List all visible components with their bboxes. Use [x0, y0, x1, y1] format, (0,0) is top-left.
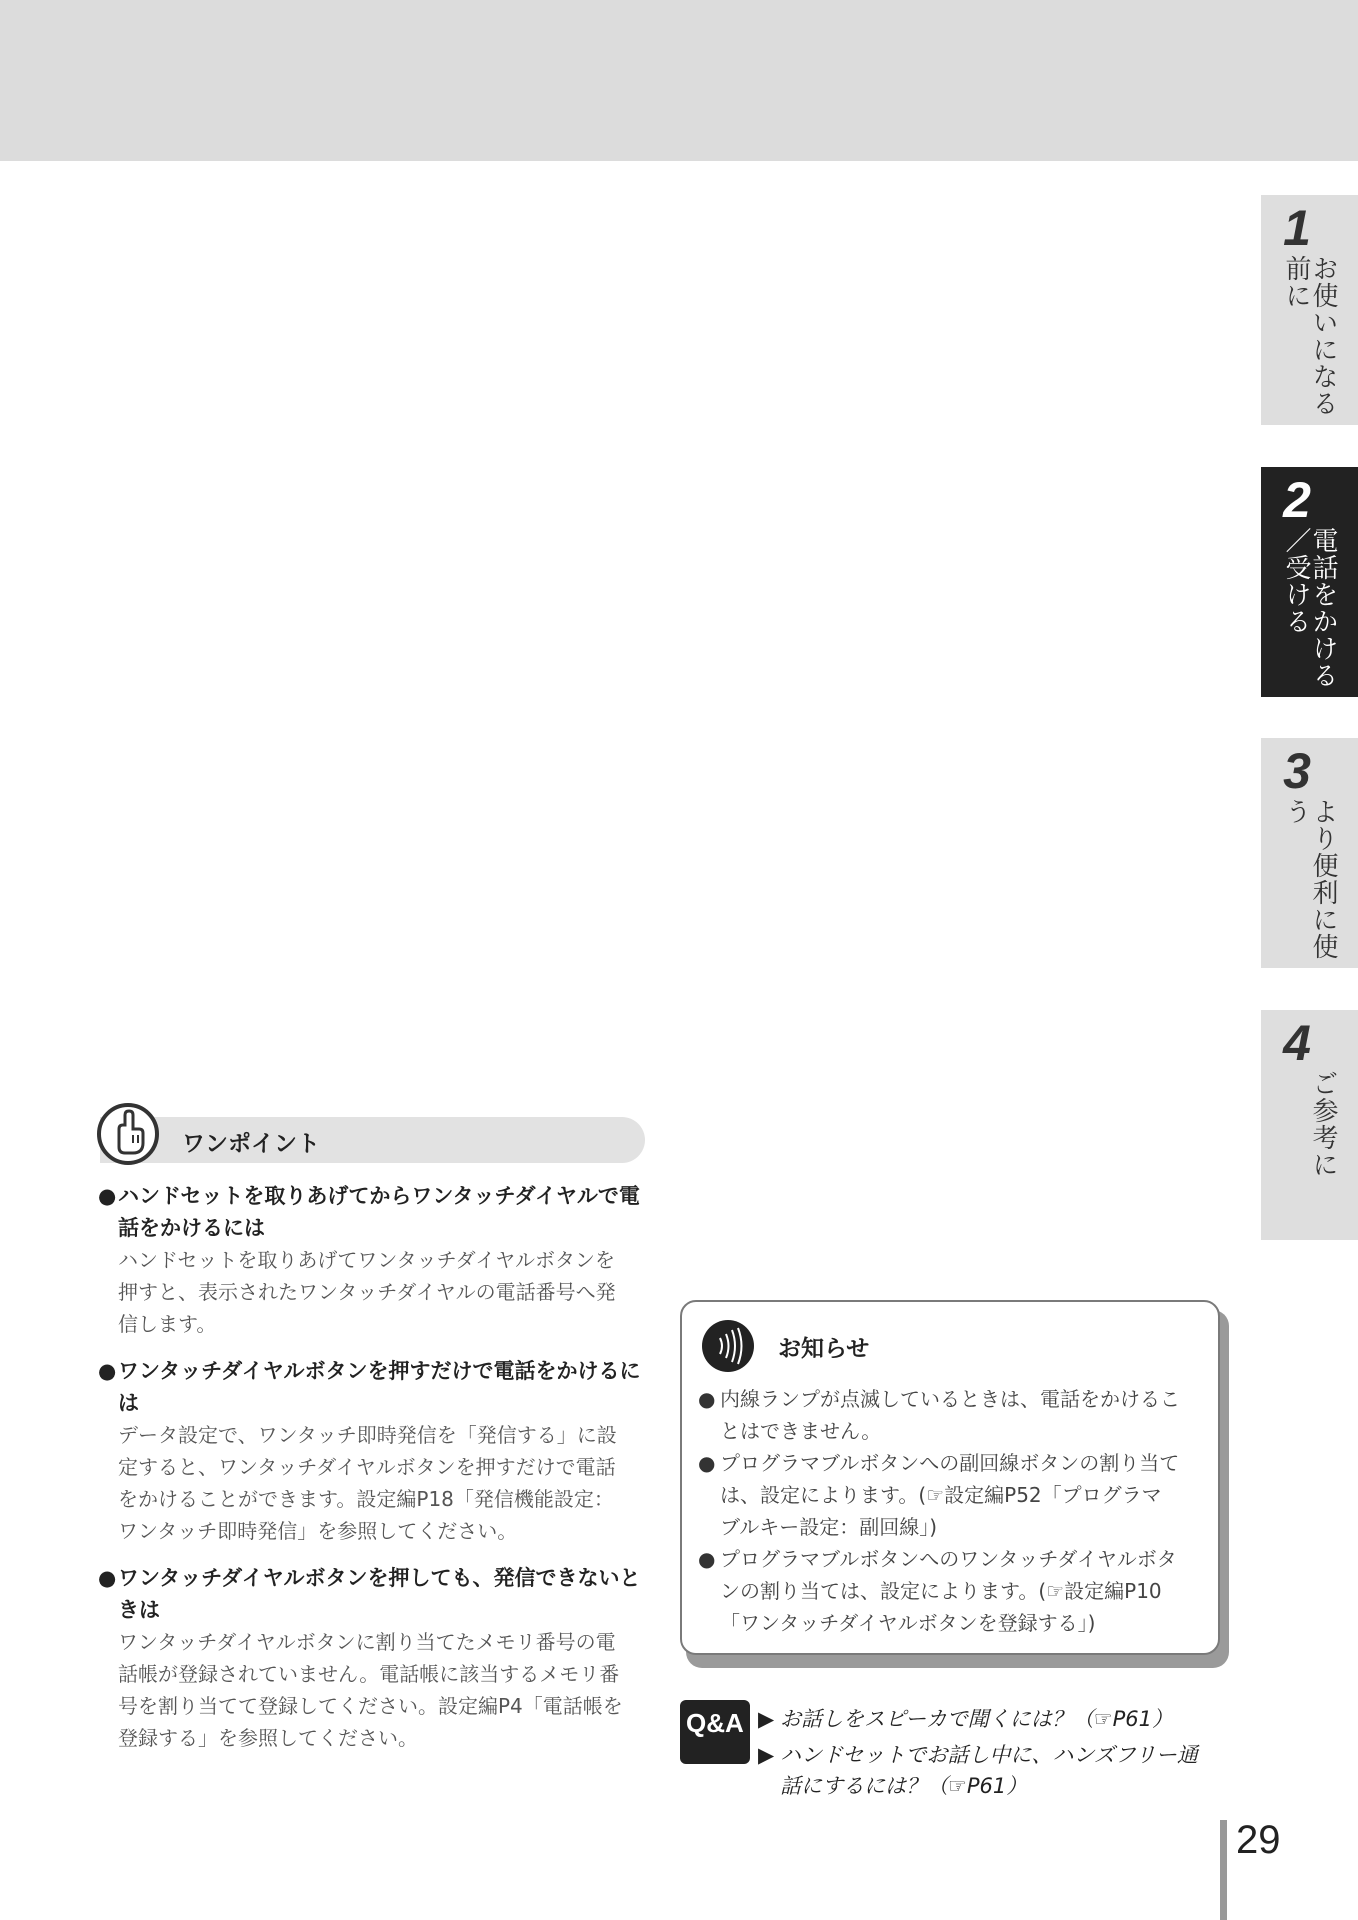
chapter-label: より便利に使う: [1281, 798, 1338, 960]
notice-item: ● プログラマブルボタンへの副回線ボタンの割り当て は、設定によります。(☞設定編P52「プログラマ ブルキー設定：副回線」): [698, 1451, 1180, 1539]
notice-title: お知らせ: [778, 1336, 870, 1362]
notice-item: ● 内線ランプが点滅しているときは、電話をかけるこ とはできません。: [698, 1387, 1180, 1443]
chapter-tab-4[interactable]: [1261, 1010, 1358, 1240]
qa-link-handsfree[interactable]: ▶ ハンドセットでお話し中に、ハンズフリー通 話にするには？（☞P61）: [758, 1743, 1198, 1798]
one-point-item-body: ハンドセットを取りあげてワンタッチダイヤルボタンを 押すと、表示されたワンタッチダイヤルの電話番号へ発 信します。: [118, 1248, 616, 1336]
header-band: [0, 0, 1358, 161]
notice-sound-icon: [702, 1320, 754, 1372]
chapter-number: 3: [1283, 743, 1311, 799]
chapter-tab-1[interactable]: [1261, 195, 1358, 425]
qa-badge: [680, 1700, 750, 1764]
qa-link-speaker[interactable]: ▶ お話しをスピーカで聞くには？（☞P61）: [758, 1707, 1173, 1731]
svg-text:Q&A: Q&A: [686, 1708, 744, 1738]
one-point-item-body: ワンタッチダイヤルボタンに割り当てたメモリ番号の電 話帳が登録されていません。電話帳に該当するメモリ番 号を割り当てて登録してください。設定編P4「電話帳を 登録する」を参照してください。: [118, 1630, 623, 1750]
page-number: 29: [1236, 1818, 1281, 1862]
page-number-bar: [1220, 1820, 1227, 1920]
one-point-item-body: データ設定で、ワンタッチ即時発信を「発信する」に設 定すると、ワンタッチダイヤルボタンを押すだけで電話 をかけることができます。設定編P18「発信機能設定： ワンタッチ即時発信」を参照してください。: [118, 1423, 617, 1543]
pointing-hand-icon: [97, 1103, 159, 1165]
one-point-item-heading: ● ハンドセットを取りあげてからワンタッチダイヤルで電 話をかけるには: [98, 1184, 640, 1240]
chapter-tab-3[interactable]: [1261, 738, 1358, 968]
chapter-tab-2[interactable]: [1261, 467, 1358, 697]
chapter-number: 4: [1283, 1015, 1311, 1071]
chapter-label: ご参考に: [1308, 1070, 1338, 1178]
one-point-title: ワンポイント: [182, 1131, 320, 1157]
one-point-item-heading: ● ワンタッチダイヤルボタンを押すだけで電話をかけるに は: [98, 1359, 641, 1415]
one-point-item-heading: ● ワンタッチダイヤルボタンを押しても、発信できないと きは: [98, 1566, 641, 1622]
chapter-number: 1: [1283, 200, 1311, 256]
chapter-label: 電話をかける／受ける: [1281, 527, 1338, 689]
notice-item: ● プログラマブルボタンへのワンタッチダイヤルボタ ンの割り当ては、設定によります。(☞設定編P10 「ワンタッチダイヤルボタンを登録する」): [698, 1547, 1177, 1635]
chapter-label: お使いになる前に: [1281, 255, 1338, 417]
chapter-number: 2: [1283, 472, 1311, 528]
